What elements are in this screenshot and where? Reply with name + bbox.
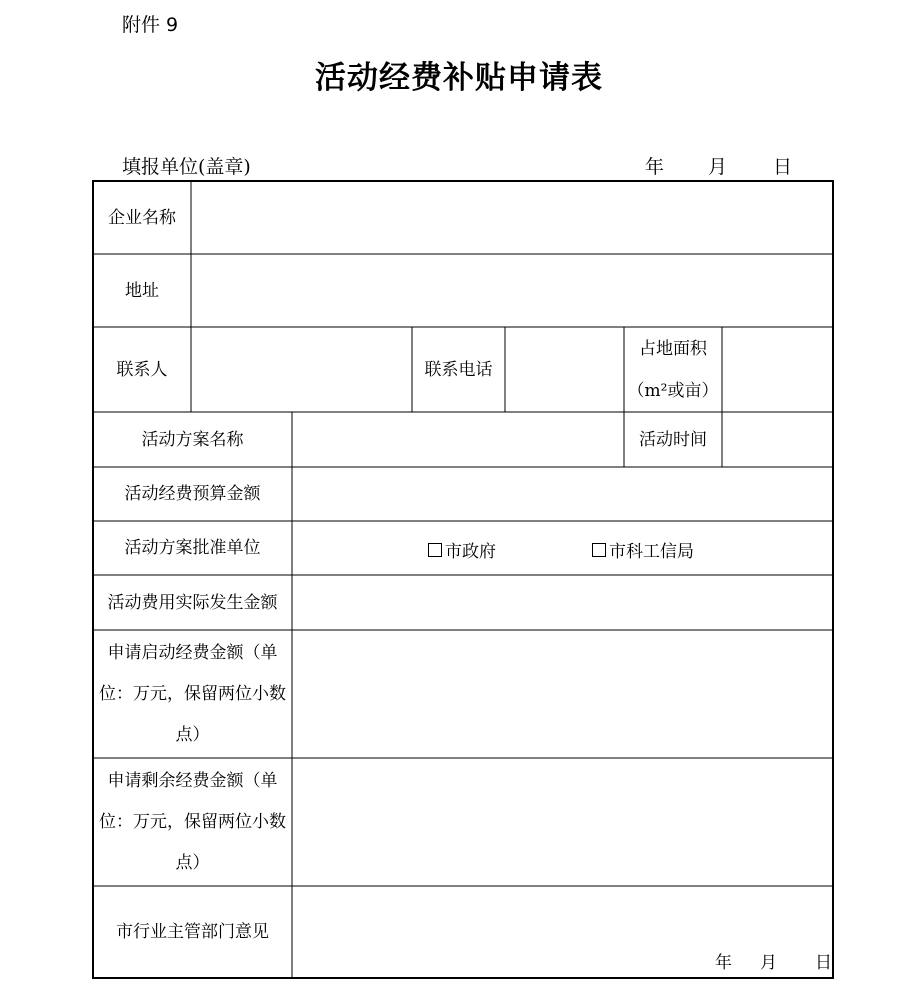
filling-unit-label: 填报单位(盖章): [122, 156, 251, 178]
company-name-label: 企业名称: [108, 207, 176, 228]
opinion-date-year: 年: [715, 953, 732, 973]
phone-field[interactable]: [505, 327, 624, 412]
remaining-funding-field[interactable]: [292, 758, 833, 886]
area-label-line2: （m²或亩）: [627, 380, 719, 401]
contact-label: 联系人: [116, 359, 168, 380]
area-label-line1: 占地面积: [639, 338, 707, 359]
remaining-label-line2: 位：万元，保留两位小数: [99, 811, 286, 832]
option-city-gov-label: 市政府: [445, 542, 496, 562]
address-label: 地址: [125, 280, 159, 301]
company-name-field[interactable]: [191, 181, 833, 254]
form-title: 活动经费补贴申请表: [315, 60, 603, 96]
area-field[interactable]: [722, 327, 833, 412]
option-bureau-label: 市科工信局: [609, 542, 694, 562]
opinion-date-month: 月: [760, 953, 777, 973]
actual-cost-label: 活动费用实际发生金额: [107, 592, 278, 613]
remaining-label-line1: 申请剩余经费金额（单: [107, 770, 278, 791]
startup-label-line1: 申请启动经费金额（单: [107, 642, 278, 663]
actual-cost-field[interactable]: [292, 575, 833, 630]
address-field[interactable]: [191, 254, 833, 327]
contact-field[interactable]: [191, 327, 412, 412]
remaining-label-line3: 点）: [175, 852, 210, 873]
remaining-funding-label: [93, 758, 292, 886]
activity-time-label: 活动时间: [639, 429, 707, 450]
budget-field[interactable]: [292, 467, 833, 521]
department-opinion-label: 市行业主管部门意见: [116, 922, 269, 942]
opinion-date-day: 日: [815, 953, 832, 973]
phone-label: 联系电话: [424, 359, 493, 380]
option-bureau[interactable]: [592, 537, 694, 562]
budget-label: 活动经费预算金额: [124, 484, 261, 504]
plan-name-field[interactable]: [292, 412, 624, 467]
startup-label-line2: 位：万元，保留两位小数: [99, 683, 286, 704]
area-label: [624, 327, 722, 412]
startup-funding-field[interactable]: [292, 630, 833, 758]
startup-funding-label: [93, 630, 292, 758]
option-city-gov[interactable]: [428, 537, 496, 562]
checkbox-bureau[interactable]: [592, 543, 606, 557]
header-date-day: 日: [773, 156, 793, 178]
header-date-month: 月: [708, 156, 728, 178]
activity-time-field[interactable]: [722, 412, 833, 467]
header-date-year: 年: [645, 156, 665, 178]
attachment-label: 附件 9: [122, 14, 179, 36]
approval-unit-label: 活动方案批准单位: [124, 538, 261, 558]
department-opinion-field[interactable]: [292, 886, 833, 978]
plan-name-label: 活动方案名称: [141, 429, 244, 450]
checkbox-city-gov[interactable]: [428, 543, 442, 557]
startup-label-line3: 点）: [175, 724, 210, 745]
